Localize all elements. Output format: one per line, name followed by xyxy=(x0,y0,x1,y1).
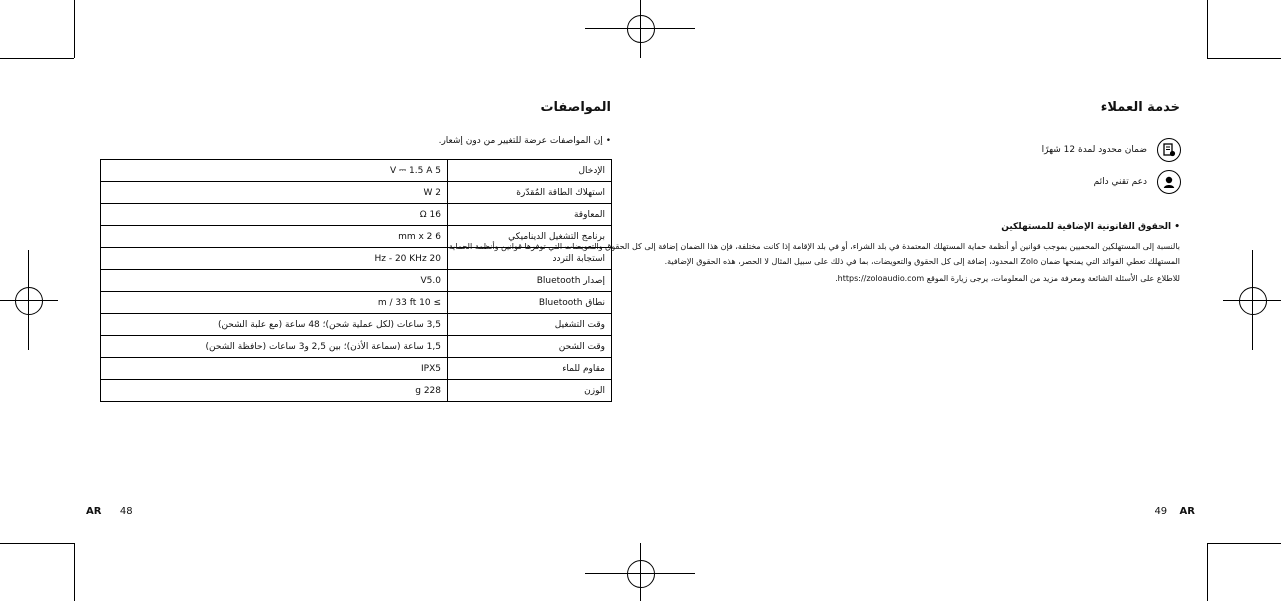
page-language-label: AR xyxy=(86,506,102,517)
spec-value: 2 W xyxy=(101,182,448,204)
spec-label: استجابة التردد xyxy=(448,248,612,270)
specifications-title: المواصفات xyxy=(540,100,611,115)
page-footer-right xyxy=(1154,506,1195,517)
spec-value: 5 V ⎓ 1.5 A xyxy=(101,160,448,182)
spec-label: الإدخال xyxy=(448,160,612,182)
bullet-icon: • xyxy=(605,136,611,146)
crop-mark xyxy=(1207,58,1281,59)
warranty-icon xyxy=(1157,138,1181,162)
specifications-table xyxy=(100,159,612,402)
rights-heading-text: الحقوق القانونية الإضافية للمستهلكين xyxy=(1001,222,1172,232)
crop-mark xyxy=(74,0,75,58)
spec-value: 16 Ω xyxy=(101,204,448,226)
rights-heading xyxy=(1001,222,1180,232)
spec-row xyxy=(101,292,612,314)
spec-row xyxy=(101,270,612,292)
support-text: دعم تقني دائم xyxy=(1093,177,1147,187)
spec-value: 6 mm x 2 xyxy=(101,226,448,248)
spec-value: 20 Hz - 20 KHz xyxy=(101,248,448,270)
crop-mark xyxy=(1207,0,1208,58)
support-icon xyxy=(1157,170,1181,194)
specifications-note xyxy=(439,136,611,146)
spec-label: برنامج التشغيل الديناميكي xyxy=(448,226,612,248)
crop-mark xyxy=(0,58,74,59)
crop-mark xyxy=(1207,543,1281,544)
spec-label: وقت التشغيل xyxy=(448,314,612,336)
registration-circle-icon xyxy=(15,287,43,315)
spec-row xyxy=(101,380,612,402)
specifications-note-text: إن المواصفات عرضة للتغيير من دون إشعار. xyxy=(438,136,603,146)
spec-value: 1,5 ساعة (سماعة الأذن)؛ بين 2,5 و3 ساعات (حافظة الشحن) xyxy=(101,336,448,358)
bullet-icon: • xyxy=(1174,222,1180,232)
spec-label: مقاوم للماء xyxy=(448,358,612,380)
crop-mark xyxy=(0,543,74,544)
spec-label: نطاق Bluetooth xyxy=(448,292,612,314)
spec-row xyxy=(101,314,612,336)
registration-circle-icon xyxy=(627,15,655,43)
spec-value: IPX5 xyxy=(101,358,448,380)
crop-mark xyxy=(1207,543,1208,601)
page-footer-left xyxy=(86,506,133,517)
page-number: 48 xyxy=(119,506,133,517)
spec-row xyxy=(101,358,612,380)
rights-paragraph-line-1: بالنسبة إلى المستهلكين المحميين بموجب قوانين أو أنظمة حماية المستهلك المعتمدة في بلد الشراء، أو في بلد الإقامة إذا كانت مختلفة، فإن هذا الضمان إضافة إلى كل الحقوق والتعويضات التي توفرها قوانين وأنظمة الحماية xyxy=(448,242,1180,251)
crop-mark xyxy=(74,543,75,601)
spec-label: الوزن xyxy=(448,380,612,402)
rights-paragraph-line-2: المستهلك تعطي الفوائد التي يمنحها ضمان Zolo المحدود، إضافة إلى كل الحقوق والتعويضات، بما في ذلك على سبيل المثال لا الحصر، هذه الحقوق الإضافية. xyxy=(664,257,1180,266)
registration-circle-icon xyxy=(627,560,655,588)
spec-row xyxy=(101,182,612,204)
spec-label: إصدار Bluetooth xyxy=(448,270,612,292)
warranty-text: ضمان محدود لمدة 12 شهرًا xyxy=(1041,145,1147,155)
page-language-label: AR xyxy=(1179,506,1195,517)
spec-value: 3,5 ساعات (لكل عملية شحن)؛ 48 ساعة (مع علبة الشحن) xyxy=(101,314,448,336)
customer-service-title: خدمة العملاء xyxy=(1100,100,1180,115)
spec-label: وقت الشحن xyxy=(448,336,612,358)
spec-value: 228 g xyxy=(101,380,448,402)
spec-row xyxy=(101,160,612,182)
faq-link-text: للاطلاع على الأسئلة الشائعة ومعرفة مزيد من المعلومات، يرجى زيارة الموقع https://zoloaudio.com. xyxy=(835,274,1180,283)
spec-row xyxy=(101,336,612,358)
spec-label: المعاوقة xyxy=(448,204,612,226)
spec-label: استهلاك الطاقة المُقدّرة xyxy=(448,182,612,204)
spec-row xyxy=(101,204,612,226)
registration-circle-icon xyxy=(1239,287,1267,315)
page-number: 49 xyxy=(1154,506,1168,517)
spec-value: V5.0 xyxy=(101,270,448,292)
spec-value: ≥ 10 m / 33 ft xyxy=(101,292,448,314)
